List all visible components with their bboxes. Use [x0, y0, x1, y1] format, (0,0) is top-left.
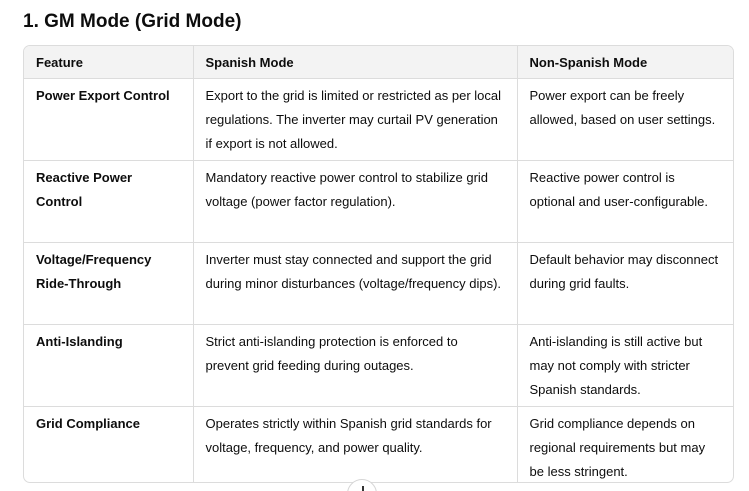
feature-cell: Grid Compliance — [36, 416, 141, 431]
feature-cell: Reactive Power Control — [24, 161, 193, 243]
header-spanish-mode: Spanish Mode — [193, 46, 517, 79]
feature-cell: Power Export Control — [24, 79, 193, 161]
table-row — [24, 325, 733, 407]
header-non-spanish-mode: Non-Spanish Mode — [517, 46, 733, 79]
spanish-mode-cell: Strict anti-islanding protection is enforced to prevent grid feeding during outages. — [193, 325, 517, 407]
comparison-table-container — [23, 45, 734, 483]
feature-cell: Anti-Islanding — [24, 325, 193, 407]
table-row — [24, 243, 733, 325]
spanish-mode-cell: Export to the grid is limited or restricted as per local regulations. The inverter may curtail PV generation if export is not allowed. — [193, 79, 517, 161]
header-feature: Feature — [24, 46, 193, 79]
table-row — [24, 407, 733, 484]
non-spanish-mode-cell: Power export can be freely allowed, based on user settings. — [517, 79, 733, 161]
spanish-mode-cell: Mandatory reactive power control to stabilize grid voltage (power factor regulation). — [193, 161, 517, 243]
section-heading: 1. GM Mode (Grid Mode) — [23, 11, 242, 32]
non-spanish-mode-cell: Anti-islanding is still active but may not comply with stricter Spanish standards. — [517, 325, 733, 407]
comparison-table — [24, 46, 733, 483]
table-row — [24, 79, 733, 161]
non-spanish-mode-cell: Reactive power control is optional and user-configurable. — [517, 161, 733, 243]
non-spanish-mode-cell: Grid compliance depends on regional requirements but may be less stringent. — [517, 407, 733, 484]
non-spanish-mode-cell: Default behavior may disconnect during grid faults. — [517, 243, 733, 325]
feature-cell: Voltage/Frequency Ride-Through — [24, 243, 193, 325]
spanish-mode-cell: Inverter must stay connected and support the grid during minor disturbances (voltage/frequency dips). — [193, 243, 517, 325]
spanish-mode-cell: Operates strictly within Spanish grid standards for voltage, frequency, and power quality. — [193, 407, 517, 484]
table-header-row — [24, 46, 733, 79]
table-row — [24, 161, 733, 243]
